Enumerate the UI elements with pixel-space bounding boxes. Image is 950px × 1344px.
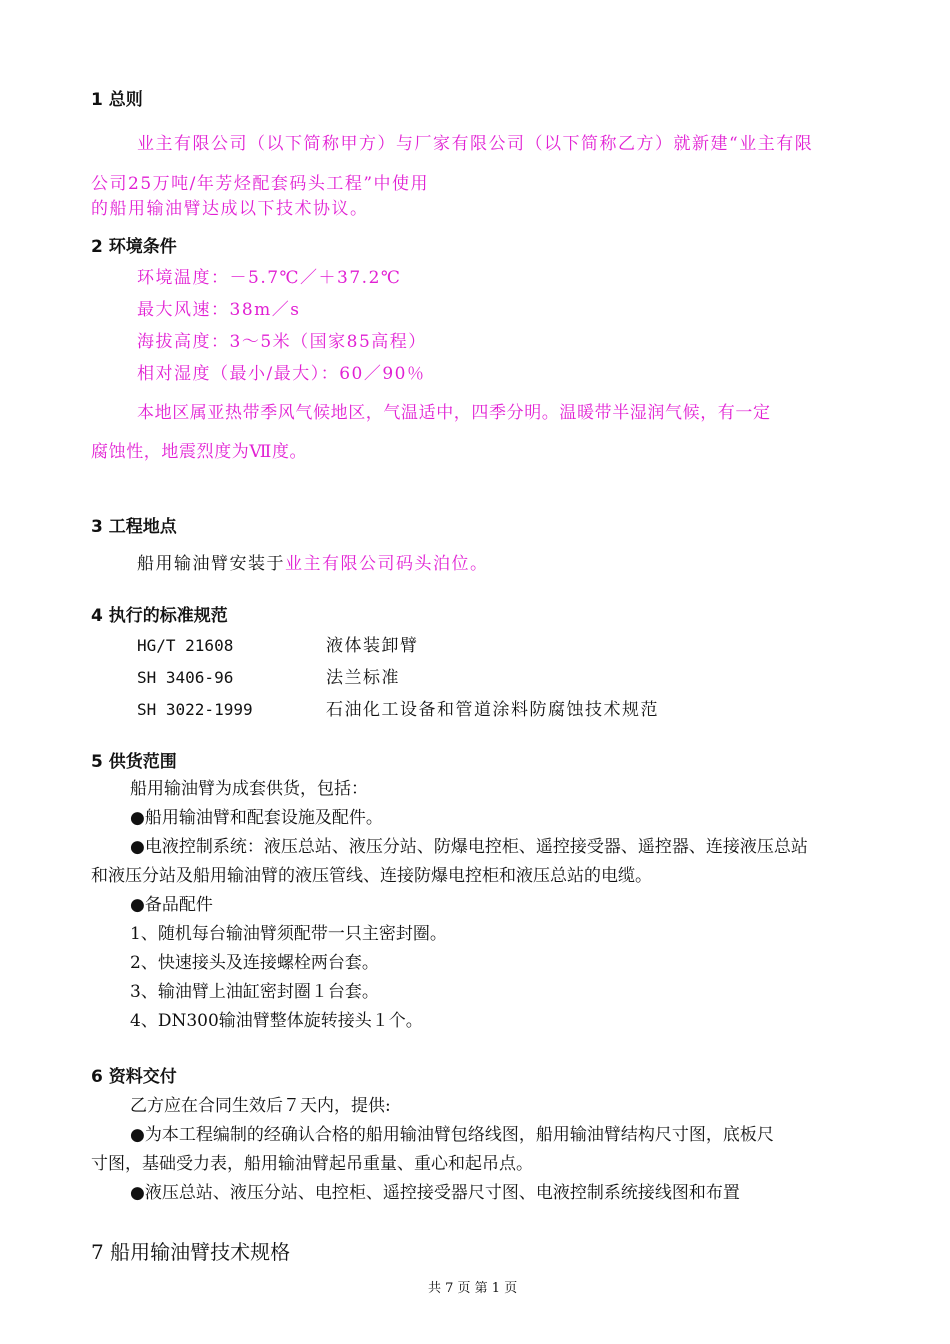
section-6-heading: 6 资料交付 — [91, 1067, 177, 1087]
supply-bullet-control-system-line-1: ●电液控制系统：液压总站、液压分站、防爆电控柜、遥控接受器、遥控器、连接液压总站 — [130, 837, 808, 857]
climate-description-line-1: 本地区属亚热带季风气候地区，气温适中，四季分明。温暖带半湿润气候，有一定 — [137, 403, 771, 423]
standard-name: 液体装卸臂 — [326, 636, 419, 656]
delivery-bullet-drawings-line-2: 寸图，基础受力表，船用输油臂起吊重量、重心和起吊点。 — [91, 1154, 533, 1174]
section-2-heading: 2 环境条件 — [91, 237, 177, 257]
supply-bullet-arm: ●船用输油臂和配套设施及配件。 — [130, 808, 383, 828]
standard-code: SH 3406-96 — [137, 668, 234, 687]
spare-part-item: 2、快速接头及连接螺栓两台套。 — [130, 953, 379, 973]
spare-part-item: 3、输油臂上油缸密封圈１台套。 — [130, 982, 379, 1002]
project-location-text — [137, 554, 489, 574]
project-location-name: 业主有限公司码头泊位。 — [285, 554, 489, 574]
page-number-footer: 共 7 页 第 1 页 — [428, 1281, 518, 1296]
environment-wind-speed: 最大风速：38m／s — [137, 300, 301, 320]
section-4-heading: 4 执行的标准规范 — [91, 606, 228, 626]
environment-altitude: 海拔高度：3～5米（国家85高程） — [137, 332, 427, 352]
section-5-heading: 5 供货范围 — [91, 752, 177, 772]
section-1-heading: 1 总则 — [91, 90, 143, 110]
project-location-prefix: 船用输油臂安装于 — [137, 554, 285, 574]
section-3-heading: 3 工程地点 — [91, 517, 177, 537]
section-7-heading: 7 船用输油臂技术规格 — [91, 1240, 291, 1264]
climate-description-line-2: 腐蚀性，地震烈度为Ⅶ度。 — [91, 442, 308, 462]
standard-name: 石油化工设备和管道涂料防腐蚀技术规范 — [326, 700, 659, 720]
standard-code: SH 3022-1999 — [137, 700, 253, 719]
spare-part-item: 4、DN300输油臂整体旋转接头１个。 — [130, 1011, 423, 1031]
supply-bullet-control-system-line-2: 和液压分站及船用输油臂的液压管线、连接防爆电控柜和液压总站的电缆。 — [91, 866, 652, 886]
delivery-bullet-drawings-line-1: ●为本工程编制的经确认合格的船用输油臂包络线图，船用输油臂结构尺寸图，底板尺 — [130, 1125, 774, 1145]
supply-bullet-spare-parts: ●备品配件 — [130, 895, 213, 915]
environment-temperature: 环境温度：－5.7℃／＋37.2℃ — [137, 268, 402, 288]
delivery-bullet-hydraulic-drawings: ●液压总站、液压分站、电控柜、遥控接受器尺寸图、电液控制系统接线图和布置 — [130, 1183, 740, 1203]
standard-code: HG/T 21608 — [137, 636, 234, 655]
environment-humidity: 相对湿度（最小/最大）：60／90％ — [137, 364, 426, 384]
spare-part-item: 1、随机每台输油臂须配带一只主密封圈。 — [130, 924, 447, 944]
section-1-paragraph-line-3: 的船用输油臂达成以下技术协议。 — [91, 199, 369, 219]
supply-scope-intro: 船用输油臂为成套供货，包括： — [130, 779, 368, 799]
standard-name: 法兰标准 — [326, 668, 400, 688]
section-1-paragraph-line-2: 公司25万吨/年芳烃配套码头工程”中使用 — [91, 174, 430, 194]
section-1-paragraph-line-1: 业主有限公司（以下简称甲方）与厂家有限公司（以下简称乙方）就新建“业主有限 — [137, 134, 814, 154]
delivery-intro: 乙方应在合同生效后７天内，提供: — [130, 1096, 391, 1116]
